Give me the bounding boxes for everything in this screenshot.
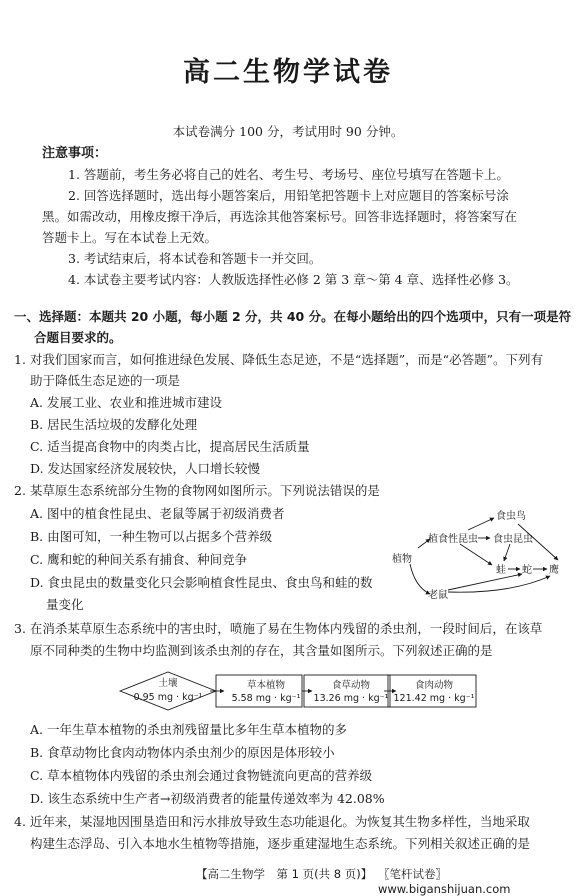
- q1-option-b: B. 居民生活垃圾的发酵化处理: [30, 417, 198, 432]
- q2-option-d: D. 食虫昆虫的数量变化只会影响植食性昆虫、食虫鸟和蛙的数: [30, 575, 373, 590]
- q2-option-c: C. 鹰和蛇的种间关系有捕食、种间竞争: [30, 552, 248, 567]
- notice-line: 1. 答题前，考生务必将自己的姓名、考生号、考场号、座位号填写在答题卡上。: [68, 167, 509, 182]
- food-web-mouse: 老鼠: [428, 590, 448, 601]
- q4-stem: 构建生态浮岛、引入本地水生植物等措施，逐步重建湿地生态系统。下列相关叙述正确的是: [30, 836, 531, 851]
- q2-stem: 2. 某草原生态系统部分生物的食物网如图所示。下列说法错误的是: [14, 483, 380, 498]
- notice-line: 黑。如需改动，用橡皮擦干净后，再选涂其他答案标号。回答非选择题时，将答案写在: [42, 209, 518, 224]
- q3-option-a: A. 一年生草本植物的杀虫剂残留量比多年生草本植物的多: [30, 722, 347, 737]
- chain-carnivore-name: 食肉动物: [414, 680, 454, 691]
- q3-option-b: B. 食草动物比食肉动物体内杀虫剂少的原因是体形较小: [30, 745, 335, 760]
- chain-soil-value: 0.95 mg · kg⁻¹: [133, 692, 203, 703]
- pesticide-chain-diagram: [118, 670, 478, 712]
- chain-plant-name: 草本植物: [246, 680, 286, 691]
- notice-line: 2. 回答选择题时，选出每小题答案后，用铅笔把答题卡上对应题目的答案标号涂: [68, 188, 509, 203]
- q1-option-d: D. 发达国家经济发展较快，人口增长较慢: [30, 461, 261, 476]
- q1-option-c: C. 适当提高食物中的肉类占比，提高居民生活质量: [30, 439, 310, 454]
- exam-info: 本试卷满分 100 分，考试用时 90 分钟。: [172, 124, 404, 139]
- notice-line: 4. 本试卷主要考试内容：人教版选择性必修 2 第 3 章～第 4 章、选择性必修 3。: [68, 272, 519, 287]
- page-title: 高二生物学试卷: [183, 57, 393, 88]
- notice-line: 答题卡上。写在本试卷上无效。: [42, 230, 218, 245]
- food-web-herbivore-insect: 植食性昆虫: [428, 534, 478, 545]
- chain-herbivore-value: 13.26 mg · kg⁻¹: [313, 693, 389, 704]
- q2-option-a: A. 图中的植食性昆虫、老鼠等属于初级消费者: [30, 506, 285, 521]
- chain-herbivore-name: 食草动物: [331, 680, 371, 691]
- q3-stem: 原不同种类的生物中均监测到该杀虫剂的存在，其含量如图所示。下列叙述正确的是: [30, 643, 493, 658]
- section-heading-cont: 合题目要求的。: [34, 330, 122, 345]
- footer-page-info: 【高二生物学 第 1 页(共 8 页)】: [196, 867, 373, 881]
- chain-plant-value: 5.58 mg · kg⁻¹: [231, 693, 301, 704]
- section-heading: 一、选择题：本题共 20 小题，每小题 2 分，共 40 分。在每小题给出的四个选项中，只有一项是符: [14, 309, 572, 324]
- notice-line: 3. 考试结束后，将本试卷和答题卡一并交回。: [68, 251, 322, 266]
- q3-option-d: D. 该生态系统中生产者→初级消费者的能量传递效率为 42.08%: [30, 791, 385, 806]
- q2-option-b: B. 由图可知，一种生物可以占据多个营养级: [30, 529, 273, 544]
- notice-heading: 注意事项：: [42, 146, 108, 161]
- q2-option-d-cont: 量变化: [46, 597, 84, 612]
- food-web-insect-bird: 食虫鸟: [496, 511, 526, 522]
- q1-stem: 助于降低生态足迹的一项是: [30, 373, 181, 388]
- food-web-diagram: [390, 502, 570, 606]
- food-web-frog: 蛙: [496, 565, 506, 576]
- food-web-plant: 植物: [392, 554, 412, 565]
- chain-carnivore-value: 121.42 mg · kg⁻¹: [393, 693, 475, 704]
- q1-stem: 1. 对我们国家而言，如何推进绿色发展、降低生态足迹，不是“选择题”，而是“必答题”。下列有: [14, 352, 543, 367]
- q1-option-a: A. 发展工业、农业和推进城市建设: [30, 395, 222, 410]
- q3-stem: 3. 在消杀某草原生态系统中的害虫时，喷施了易在生物体内残留的杀虫剂，一段时间后，在该草: [14, 621, 543, 636]
- footer-site: 〖笔杆试卷〗www.biganshijuan.com: [378, 867, 511, 896]
- chain-soil-name: 土壤: [158, 678, 178, 689]
- food-web-eagle: 鹰: [549, 565, 559, 576]
- q4-stem: 4. 近年来，某湿地因围垦造田和污水排放导致生态功能退化。为恢复其生物多样性，当地采取: [14, 814, 530, 829]
- food-web-snake: 蛇: [522, 565, 532, 576]
- q3-option-c: C. 草本植物体内残留的杀虫剂会通过食物链流向更高的营养级: [30, 768, 373, 783]
- food-web-insectivore-insect: 食虫昆虫: [493, 534, 533, 545]
